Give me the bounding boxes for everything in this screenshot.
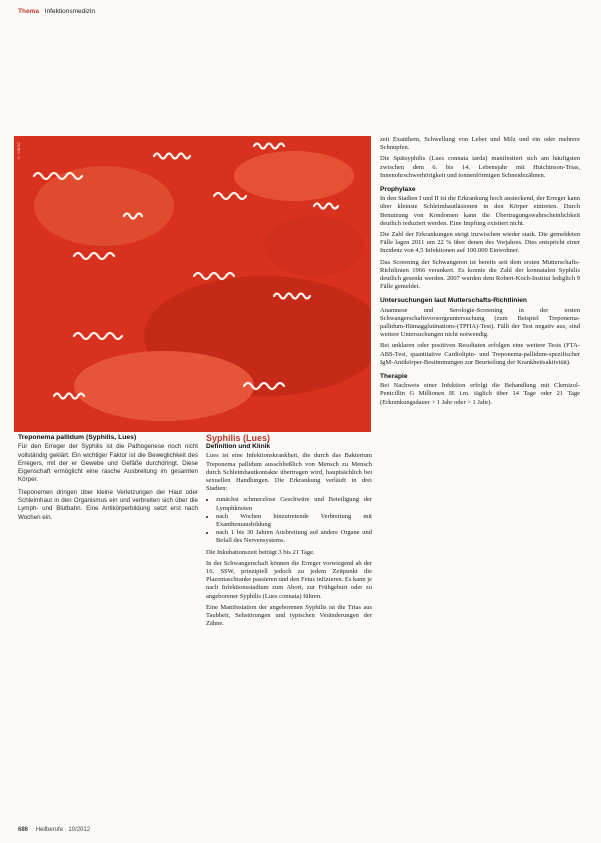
- body-paragraph: Bei Nachweis einer Infektion erfolgt die Behandlung mit Clemizol-Penicillin G Millionen IE i.m. täglich über 14 Tage oder 21 Tage (Erkrankungsdauer > 1 Jahr oder > 1 Jahr).: [380, 382, 580, 406]
- article-heading: Syphilis (Lues): [206, 433, 271, 443]
- list-item: • nach 1 bis 30 Jahren Ausbreitung auf andere Organe und Befall des Nervensystems.: [216, 529, 372, 545]
- image-credit: © NIBSC: [16, 142, 21, 161]
- spirochete-illustration: [14, 136, 371, 432]
- body-paragraph: Die Spätsyphilis (Lues connata tarda) manifestiert sich am häufigsten zwischen dem 6. bis 14. Lebensjahr mit Hutchinson-Trias, Innenohrschwerhörigkeit und tonnenförmigen Schneidezähnen.: [380, 155, 580, 179]
- page-number: 686: [18, 827, 29, 833]
- page-footer: [18, 827, 90, 833]
- list-item: • nach Wochen hinzutretende Verbreitung mit Exanthemausbildung: [216, 513, 372, 529]
- subheading: Therapie: [380, 373, 408, 381]
- stage-list: [206, 496, 372, 545]
- body-paragraph: In der Schwangerschaft können die Erreger vorwiegend ab der 16. SSW, prinzipiell jedoch zu jedem Zeitpunkt die Plazentaschranke passieren und den Fetus infizieren. Es kann je nach Infektionsstadium zum Abort, zur Frühgeburt oder zu angeborener Syphilis (Lues connata) führen.: [206, 559, 372, 600]
- caption-paragraph: Für den Erreger der Syphilis ist die Pathogenese noch nicht vollständig geklärt. Ein wichtiger Faktor ist die Beweglichkeit des Erregers, mit der er Gewebe und Gefäße durchdringt. Diese Eigenschaft ermöglicht eine rasche Ausbreitung im gesamten Körper.: [18, 443, 198, 484]
- running-header: [18, 8, 95, 15]
- image-caption: [18, 434, 198, 526]
- subheading: Definition und Klinik: [206, 443, 271, 451]
- caption-paragraph: Treponemen dringen über kleine Verletzungen der Haut oder Schleimhaut in den Organismus ein und verbreiten sich über die Lymph- und Blutbahn. Eine Antikörperbildung setzt erst nach Wochen ein.: [18, 488, 198, 521]
- body-paragraph: Die Inkubationszeit beträgt 3 bis 21 Tage.: [206, 548, 315, 556]
- article-column-1: [206, 434, 372, 631]
- body-paragraph: Anamnese und Serologie-Screening in der ersten Schwangerschaftsvorsorgeuntersuchung (zum Beispiel Treponema-pallidum-Hämagglutinations-(TPHA)-Test). Fällt der Test negativ aus, sind weitere Untersuchungen nicht notwendig.: [380, 306, 580, 339]
- header-title: Infektionsmedizin: [44, 8, 95, 15]
- list-item: • zunächst schmerzlose Geschwüre und Beteiligung der Lymphknoten: [216, 496, 372, 512]
- hero-image: [14, 136, 371, 432]
- subheading: Prophylaxe: [380, 186, 416, 194]
- header-section: Thema: [18, 8, 39, 15]
- caption-title: Treponema pallidum (Syphilis, Lues): [18, 434, 137, 441]
- body-paragraph: Bei unklaren oder positiven Resultaten erfolgen eine weitere Tests (FTA-ABS-Test, quantitative Cardiolipin- und Treponema-pallidum-spezifischer IgM-Antikörper-Bestimmungen zur Beurteilung der Krankheitsaktivität).: [380, 342, 580, 366]
- journal-name: Heilberufe · 10/2012: [35, 827, 91, 833]
- body-paragraph: Eine Manifestation der angeborenen Syphilis ist die Trias aus Taubheit, Sehstörungen und typischen Veränderungen der Zähne.: [206, 603, 372, 628]
- body-paragraph: Lues ist eine Infektionskrankheit, die durch das Bakterium Treponema pallidum ausschließlich von Mensch zu Mensch durch Schleimhautkontakte übertragen wird, hauptsächlich bei sexuellen Handlungen. Die Erkrankung verläuft in drei Stadien:: [206, 452, 372, 493]
- body-paragraph: In den Stadien I und II ist die Erkrankung hoch ansteckend, der Erreger kann über kleinste Schleimhautläsionen in den Körper eintreten. Durch Benutzung von Kondomen kann die Übertragungswahrscheinlichkeit deutlich reduziert werden. Eine Impfung existiert nicht.: [380, 195, 580, 227]
- body-paragraph: Das Screening der Schwangeren ist bereits seit dem ersten Mutterschafts-Richtlinien 1966 verankert. Es konnte die Zahl der konnatalen Syphilis deutlich gesenkt werden. 2007 wurden dem Robert-Koch-Institut lediglich 9 Fälle gemeldet.: [380, 258, 580, 291]
- subheading: Untersuchungen laut Mutterschafts-Richtlinien: [380, 297, 527, 305]
- body-paragraph: Die Zahl der Erkrankungen steigt inzwischen wieder stark. Die gemeldeten Fälle lagen 2011 um 22 % über denen des Vorjahres. Dies entspricht einer Inzidenz von 4,5 Infektionen auf 100.000 Einwohner.: [380, 231, 580, 255]
- article-column-2: [380, 136, 580, 410]
- body-paragraph: zeit Exanthem, Schwellung von Leber und Milz und ein oder mehrere Schnupfen.: [380, 136, 580, 152]
